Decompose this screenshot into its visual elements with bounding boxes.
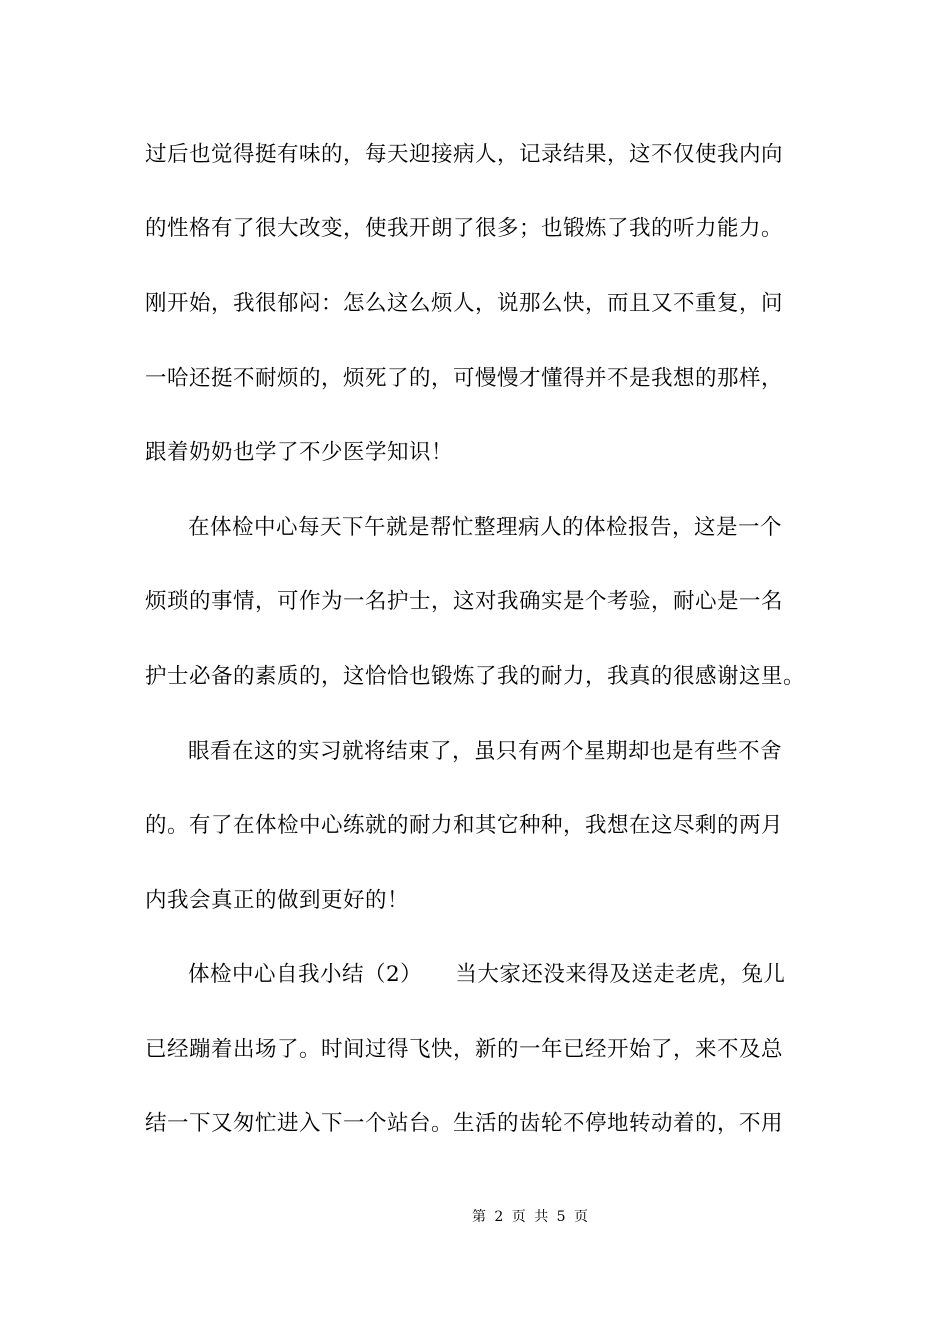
text-line: 的性格有了很大改变，使我开朗了很多；也锻炼了我的听力能力。 xyxy=(145,216,784,241)
paragraph-first-line: 眼看在这的实习就将结束了，虽只有两个星期却也是有些不舍 xyxy=(188,739,783,764)
text-line: 跟着奶奶也学了不少医学知识！ xyxy=(145,440,454,465)
paragraph-first-line: 在体检中心每天下午就是帮忙整理病人的体检报告，这是一个 xyxy=(188,515,783,540)
text-line: 刚开始，我很郁闷：怎么这么烦人，说那么快，而且又不重复，问 xyxy=(145,291,784,316)
text-line: 一哈还挺不耐烦的，烦死了的，可慢慢才懂得并不是我想的那样， xyxy=(145,366,784,391)
text-line: 护士必备的素质的，这恰恰也锻炼了我的耐力，我真的很感谢这里。 xyxy=(145,664,806,689)
text-line: 内我会真正的做到更好的！ xyxy=(145,888,410,913)
footer-prefix: 第 xyxy=(471,1209,486,1225)
section-heading-line: 体检中心自我小结（2） 当大家还没来得及送走老虎，兔儿 xyxy=(188,962,786,987)
footer-total-pages: 5 xyxy=(556,1209,566,1225)
footer-total-word: 共 xyxy=(534,1209,549,1225)
footer-page-word: 页 xyxy=(511,1209,526,1225)
text-line: 结一下又匆忙进入下一个站台。生活的齿轮不停地转动着的，不用 xyxy=(145,1111,784,1136)
text-line: 烦琐的事情，可作为一名护士，这对我确实是个考验，耐心是一名 xyxy=(145,589,784,614)
footer-suffix: 页 xyxy=(574,1209,589,1225)
page-footer xyxy=(0,1208,950,1226)
text-line: 已经蹦着出场了。时间过得飞快，新的一年已经开始了，来不及总 xyxy=(145,1037,784,1062)
text-line: 过后也觉得挺有味的，每天迎接病人，记录结果，这不仅使我内向 xyxy=(145,142,784,167)
text-line: 的。有了在体检中心练就的耐力和其它种种，我想在这尽剩的两月 xyxy=(145,813,784,838)
footer-current-page: 2 xyxy=(494,1209,504,1225)
